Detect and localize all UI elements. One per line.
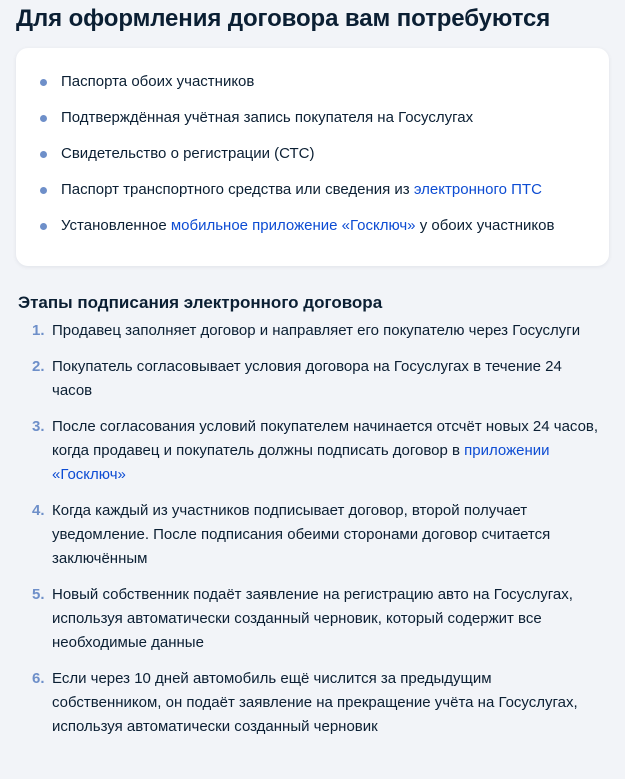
- requirements-card: [16, 48, 609, 266]
- step-number: 4.: [32, 502, 45, 519]
- step-item: [32, 667, 609, 739]
- step-item: [32, 415, 609, 487]
- goskey-app-link[interactable]: мобильное приложение «Госключ»: [170, 217, 416, 234]
- step-item: [32, 319, 609, 343]
- steps-list: [16, 319, 609, 739]
- step-number: 3.: [32, 418, 45, 435]
- requirement-text-before: Установленное: [61, 217, 171, 234]
- step-text: Когда каждый из участников подписывает договор, второй получает уведомление. После подписания обеими сторонами договор считается заключённым: [52, 502, 551, 567]
- bullet-icon: [40, 187, 47, 194]
- requirement-text-before: Паспорт транспортного средства или сведения из: [61, 181, 414, 198]
- requirement-text: Паспорта обоих участников: [61, 73, 255, 90]
- step-text: Продавец заполняет договор и направляет его покупателю через Госуслуги: [52, 322, 581, 339]
- electronic-pts-link[interactable]: электронного ПТС: [413, 181, 542, 198]
- requirement-text: [61, 180, 542, 200]
- step-item: [32, 355, 609, 403]
- step-number: 1.: [32, 322, 45, 339]
- bullet-icon: [40, 79, 47, 86]
- requirement-item: [40, 172, 587, 208]
- bullet-icon: [40, 151, 47, 158]
- step-text: Если через 10 дней автомобиль ещё числится за предыдущим собственником, он подаёт заявление на прекращение учёта на Госуслугах, используя автоматически созданный черновик: [52, 670, 578, 735]
- requirement-text: Свидетельство о регистрации (СТС): [61, 145, 315, 162]
- step-text-before: После согласования условий покупателем начинается отсчёт новых 24 часов, когда продавец и покупатель должны подписать договор в: [52, 418, 599, 459]
- step-text: Новый собственник подаёт заявление на регистрацию авто на Госуслугах, используя автоматически созданный черновик, который содержит все необходимые данные: [52, 586, 573, 651]
- requirement-text: [61, 216, 554, 236]
- steps-title: Этапы подписания электронного договора: [18, 293, 383, 312]
- requirement-item: [40, 208, 587, 244]
- step-item: [32, 499, 609, 571]
- step-text: [52, 415, 609, 487]
- requirement-text-after: у обоих участников: [415, 217, 555, 234]
- requirement-text: Подтверждённая учётная запись покупателя на Госуслугах: [61, 109, 474, 126]
- goskey-app-step-link[interactable]: приложении «Госключ»: [52, 442, 550, 483]
- requirements-list: [40, 64, 587, 244]
- requirement-item: [40, 136, 587, 172]
- requirement-item: [40, 100, 587, 136]
- bullet-icon: [40, 115, 47, 122]
- step-number: 2.: [32, 358, 45, 375]
- page-title: Для оформления договора вам потребуются: [16, 5, 551, 32]
- step-number: 6.: [32, 670, 45, 687]
- bullet-icon: [40, 223, 47, 230]
- step-text: Покупатель согласовывает условия договора на Госуслугах в течение 24 часов: [52, 358, 562, 399]
- step-number: 5.: [32, 586, 45, 603]
- step-item: [32, 583, 609, 655]
- requirement-item: [40, 64, 587, 100]
